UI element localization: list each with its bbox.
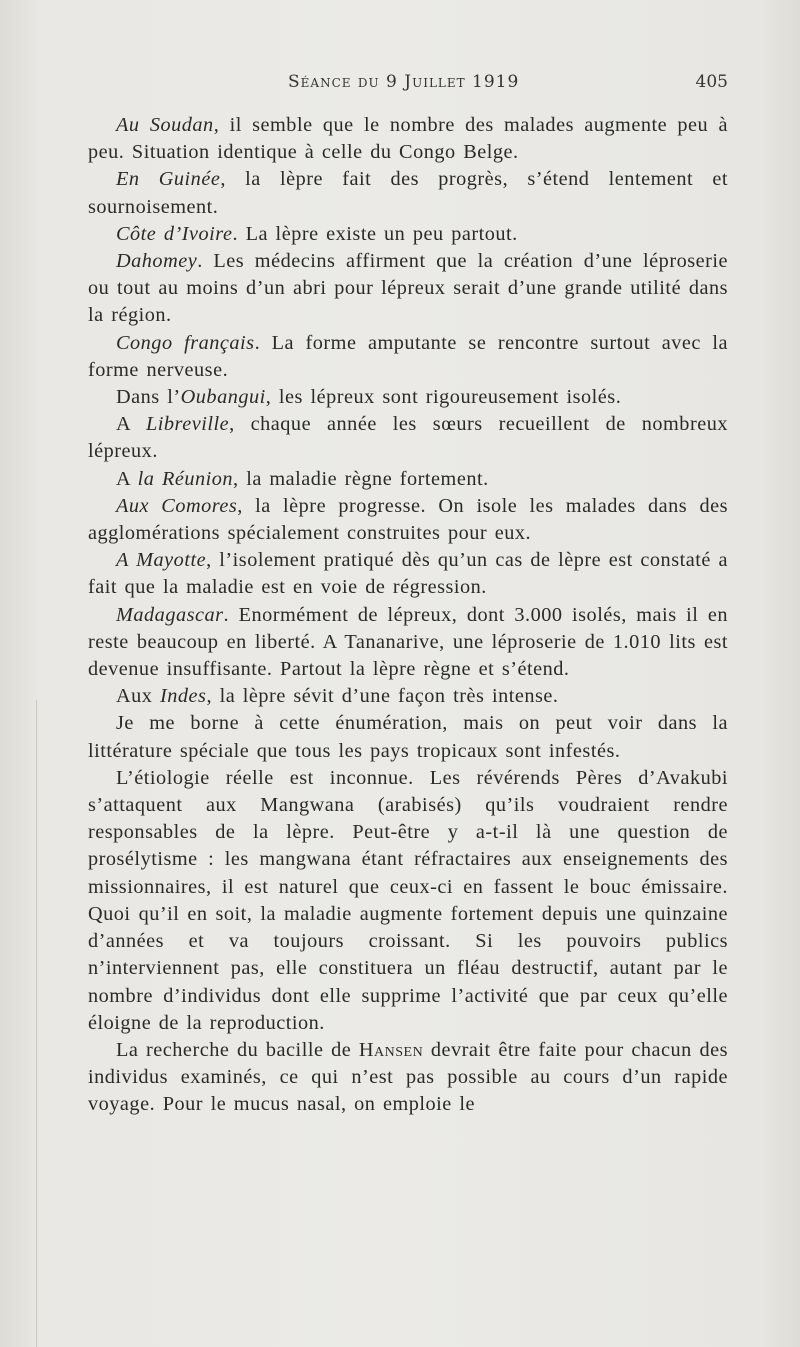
place-name: A Mayotte <box>116 549 207 572</box>
place-name: Libreville <box>146 413 230 436</box>
place-name: Madagascar <box>116 603 224 626</box>
paragraph <box>88 112 728 166</box>
paragraph <box>88 411 728 465</box>
paragraph <box>88 330 728 384</box>
place-name: Aux Comores <box>116 494 238 517</box>
paragraph <box>88 1037 728 1119</box>
paragraph-text: . Enormément de lépreux, dont 3.000 isolés, mais il en reste beaucoup en liberté. A Tananarive, une léproserie de 1.010 lits est devenue insuffisante. Partout la lèpre règne et s’étend. <box>88 603 728 681</box>
place-name: Côte d’Ivoire <box>116 222 233 245</box>
paragraph <box>88 602 728 684</box>
paragraph-text: . La lèpre existe un peu partout. <box>232 222 518 245</box>
place-name: Dahomey <box>116 250 198 273</box>
paragraph-text: L’étiologie réelle est inconnue. Les révérends Pères d’Avakubi s’attaquent aux Mangwana (arabisés) qu’ils voudraient rendre responsables de la lèpre. Peut-être y a-t-il là une question de prosélytisme : les mangwana étant réfractaires aux enseignements des missionnaires, il est naturel que ceux-ci en fassent le bouc émissaire. Quoi qu’il en soit, la maladie augmente fortement depuis une quinzaine d’années et va toujours croissant. Si les pouvoirs publics n’interviennent pas, elle constituera un fléau destructif, autant par le nombre d’individus dont elle supprime l’activité que par ceux qu’elle éloigne de la reproduction. <box>88 766 728 1034</box>
place-name: Indes <box>160 685 207 708</box>
paragraph <box>88 466 728 493</box>
paragraph-text: , il semble que le nombre des malades augmente peu à peu. Situation identique à celle du Congo Belge. <box>88 114 728 164</box>
paragraph <box>88 765 728 1037</box>
paragraph-prefix: A <box>116 467 138 490</box>
paragraph <box>88 384 728 411</box>
running-title: Séance du 9 Juillet 1919 <box>288 72 520 92</box>
paragraph-text: , la lèpre progresse. On isole les malades dans des agglomérations spécialement construites pour eux. <box>88 494 728 545</box>
place-name: Congo français <box>116 331 255 354</box>
paragraph-text: , chaque année les sœurs recueillent de nombreux lépreux. <box>88 413 728 463</box>
paragraph-text: , les lépreux sont rigoureusement isolés. <box>265 386 622 409</box>
page-gutter-line <box>36 700 37 1347</box>
paragraph-prefix: Aux <box>116 685 160 708</box>
paragraph-text: , la lèpre fait des progrès, s’étend lentement et sournoisement. <box>88 168 728 218</box>
paragraph-text: , l’isolement pratiqué dès qu’un cas de lèpre est constaté a fait que la maladie est en voie de régression. <box>88 549 728 599</box>
paragraph-text: . Les médecins affirment que la création d’une léproserie ou tout au moins d’un abri pour lépreux serait d’une grande utilité dans la région. <box>88 250 728 327</box>
paragraph-text: Je me borne à cette énumération, mais on peut voir dans la littérature spéciale que tous les pays tropicaux sont infestés. <box>88 712 728 762</box>
place-name: En Guinée <box>116 168 221 191</box>
paragraph-prefix: A <box>116 413 146 436</box>
paragraph <box>88 248 728 330</box>
paragraph <box>88 547 728 601</box>
body-text <box>88 112 728 1119</box>
paragraph-text: , la maladie règne fortement. <box>233 467 489 490</box>
place-name: Oubangui <box>180 386 266 409</box>
author-name: Hansen <box>358 1038 424 1061</box>
place-name: la Réunion <box>137 467 234 490</box>
paragraph <box>88 493 728 547</box>
paragraph <box>88 683 728 710</box>
paragraph-prefix: La recherche du bacille de <box>116 1038 359 1061</box>
paragraph-text: , la lèpre sévit d’une façon très intense. <box>206 685 559 708</box>
place-name: Au Soudan <box>116 114 214 136</box>
paragraph-prefix: Dans l’ <box>116 386 181 409</box>
paragraph <box>88 221 728 248</box>
paragraph <box>88 710 728 764</box>
page-number: 405 <box>695 72 728 92</box>
paragraph-text: devrait être faite pour chacun des individus examinés, ce qui n’est pas possible au cours d’un rapide voyage. Pour le mucus nasal, on emploie le <box>88 1038 728 1116</box>
paragraph <box>88 166 728 220</box>
page-header <box>88 72 728 102</box>
paragraph-text: . La forme amputante se rencontre surtout avec la forme nerveuse. <box>88 331 729 381</box>
